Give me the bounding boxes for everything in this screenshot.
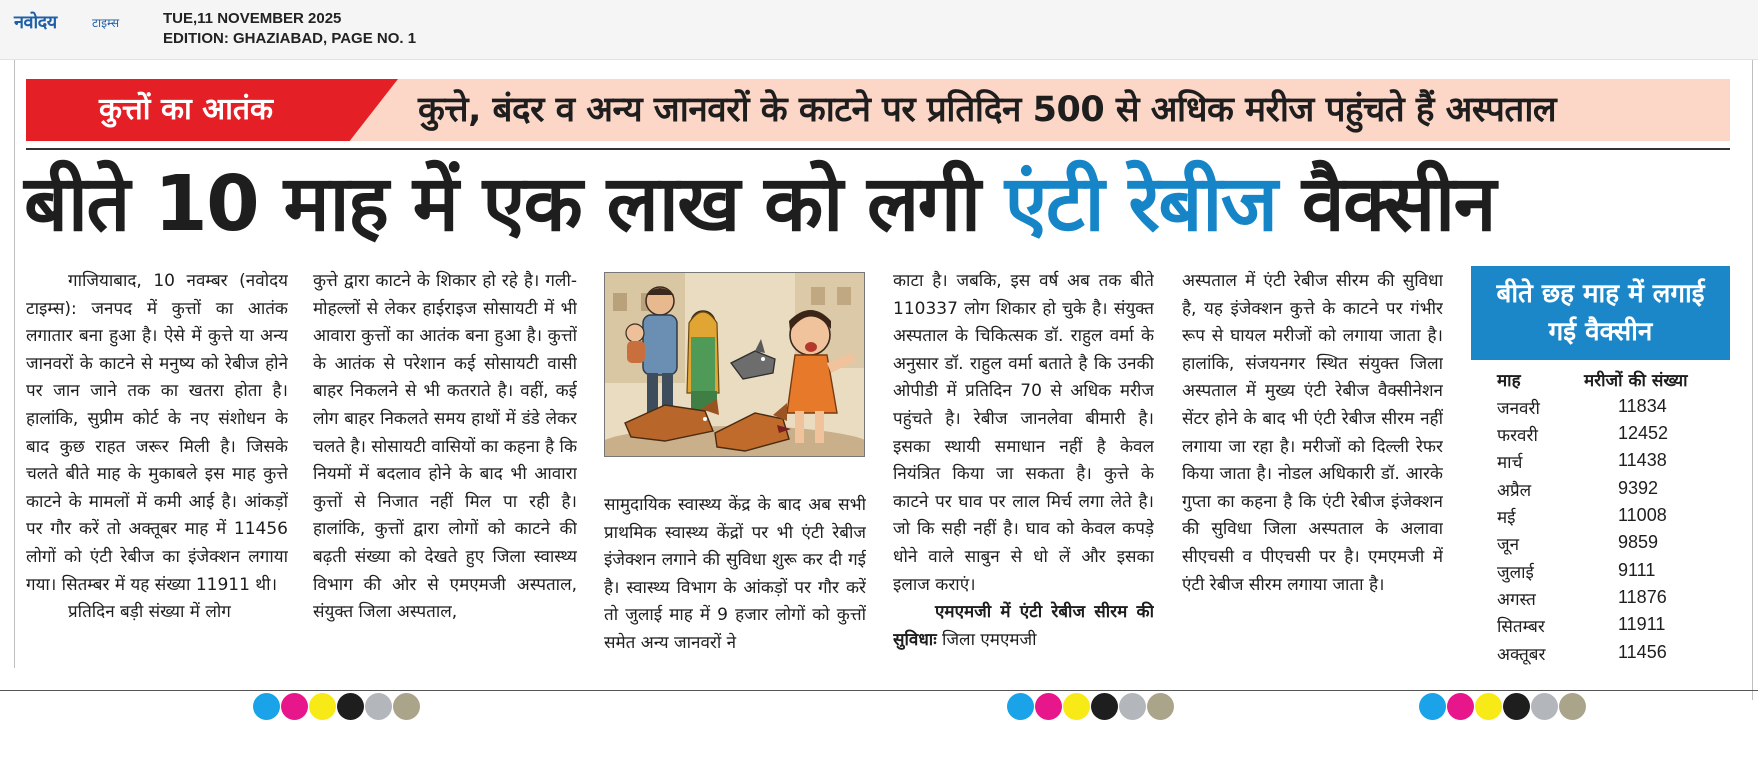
kicker-label: कुत्तों का आतंक — [98, 92, 274, 127]
khaki-dot-icon — [393, 693, 420, 720]
page-frame-left — [14, 60, 15, 668]
magenta-dot-icon — [1035, 693, 1062, 720]
table-header-count: मरीजों की संख्या — [1584, 371, 1688, 391]
logo-sub-text: टाइम्स — [92, 16, 120, 30]
article-subheading: एमएमजी में एंटी रेबीज सीरम की सुविधाः — [893, 602, 1154, 650]
table-cell-count: 11456 — [1618, 642, 1667, 662]
logo-main-text: नवोदय — [14, 12, 57, 33]
table-cell-month: जनवरी — [1497, 399, 1540, 419]
table-cell-month: सितम्बर — [1497, 617, 1545, 637]
yellow-dot-icon — [1475, 693, 1502, 720]
headline-part2: वैक्सीन — [1276, 160, 1495, 249]
cyan-dot-icon — [253, 693, 280, 720]
article-column-5 — [1182, 268, 1443, 688]
table-row — [1497, 587, 1737, 614]
article-paragraph: प्रतिदिन बड़ी संख्या में लोग — [68, 602, 231, 623]
headline-highlight: एंटी रेबीज — [1004, 160, 1277, 249]
gray-dot-icon — [1531, 693, 1558, 720]
article-paragraph: अस्पताल में एंटी रेबीज सीरम की सुविधा है, यह इंजेक्शन कुत्ते के काटने पर गंभीर रूप से घायल मरीजों को लगाया जाता है। हालांकि, संजयनगर स्थित संयुक्त जिला अस्पताल में मुख्य एंटी रेबीज वैक्सीनेशन सेंटर होने के बाद भी एंटी रेबीज सीरम नहीं लगाया जा रहा है। मरीजों को दिल्ली रेफर किया जाता है। नोडल अधिकारी डॉ. आरके गुप्ता का कहना है कि एंटी रेबीज इंजेक्शन की सुविधा जिला अस्पताल के अलावा सीएचसी व पीएचसी पर है। एमएमजी में एंटी रेबीज सीरम लगाया जाता है। — [1182, 271, 1443, 595]
article-text: जिला एमएमजी — [936, 629, 1037, 650]
article-paragraph: काटा है। जबकि, इस वर्ष अब तक बीते 110337 लोग शिकार हो चुके है। संयुक्त अस्पताल के चिकित्सक डॉ. राहुल वर्मा के अनुसार डॉ. राहुल वर्मा बताते है कि उनकी ओपीडी में प्रतिदिन 70 से अधिक मरीज पहुंचते है। रेबीज जानलेवा बीमारी है। इसका स्थायी समाधान नहीं है केवल नियंत्रित किया जा सकता है। कुत्ते के काटने पर घाव पर लाल मिर्च लगा लेते है। जो कि सही नहीं है। घाव को केवल कपड़े धोने वाले साबुन से धो लें और इसका इलाज कराएं। — [893, 271, 1154, 595]
yellow-dot-icon — [1063, 693, 1090, 720]
stray-dogs-illustration — [604, 272, 865, 457]
table-cell-count: 11008 — [1618, 505, 1667, 525]
black-dot-icon — [337, 693, 364, 720]
table-cell-count: 9859 — [1618, 532, 1659, 552]
gray-dot-icon — [1119, 693, 1146, 720]
sidebar-title-line2: गई वैक्सीन — [1548, 317, 1653, 347]
table-cell-month: अप्रैल — [1497, 481, 1532, 501]
article-paragraph: कुत्ते द्वारा काटने के शिकार हो रहे है। गली-मोहल्लों से लेकर हाईराइज सोसायटी में भी आवारा कुत्तों का आतंक बना हुआ है। कुत्तों के आतंक से परेशान कई सोसायटी वासी बाहर निकलने से भी कतराते है। वहीं, कई लोग बाहर निकलते समय हाथों में डंडे लेकर चलते है। सोसायटी वासियों का कहना है कि नियमों में बदलाव होने के बाद भी आवारा कुत्तों से निजात नहीं मिल पा रही है। हालांकि, कुत्तों द्वारा लोगों को काटने की बढ़ती संख्या को देखते हुए जिला स्वास्थ्य विभाग की ओर से एमएमजी अस्पताल, संयुक्त जिला अस्पताल, — [313, 271, 577, 623]
cyan-dot-icon — [1007, 693, 1034, 720]
table-cell-count: 11911 — [1618, 614, 1666, 634]
table-cell-month: जुलाई — [1497, 563, 1534, 583]
table-cell-month: अक्तूबर — [1497, 645, 1546, 665]
sidebar-title-box — [1471, 266, 1730, 360]
sidebar-title-line1: बीते छह माह में लगाई — [1496, 279, 1705, 309]
table-row — [1497, 423, 1737, 450]
khaki-dot-icon — [1559, 693, 1586, 720]
table-row — [1497, 560, 1737, 587]
khaki-dot-icon — [1147, 693, 1174, 720]
table-row — [1497, 642, 1737, 669]
table-row — [1497, 478, 1737, 505]
cyan-dot-icon — [1419, 693, 1446, 720]
table-cell-month: मार्च — [1497, 453, 1523, 473]
edition-info — [163, 9, 416, 49]
article-column-2 — [313, 268, 577, 688]
table-cell-month: अगस्त — [1497, 590, 1536, 610]
main-headline — [24, 152, 1736, 258]
article-column-4 — [893, 268, 1154, 688]
table-row — [1497, 505, 1737, 532]
article-column-3 — [604, 492, 866, 688]
table-header-month: माह — [1497, 371, 1521, 391]
magenta-dot-icon — [281, 693, 308, 720]
black-dot-icon — [1091, 693, 1118, 720]
table-cell-count: 12452 — [1618, 423, 1669, 443]
table-cell-count: 9392 — [1618, 478, 1659, 498]
article-column-1 — [26, 268, 288, 688]
newspaper-logo[interactable] — [14, 10, 139, 32]
top-bar — [0, 0, 1758, 60]
table-cell-month: मई — [1497, 508, 1516, 528]
page-bottom-rule — [0, 690, 1758, 691]
article-paragraph: सामुदायिक स्वास्थ्य केंद्र के बाद अब सभी प्राथमिक स्वास्थ्य केंद्रों पर भी एंटी रेबीज इंजेक्शन लगाने की सुविधा शुरू कर दी गई है। स्वास्थ्य विभाग के आंकड़ों पर गौर करें तो जुलाई माह में 9 हजार लोगों को कुत्तों समेत अन्य जानवरों ने — [604, 495, 866, 653]
gray-dot-icon — [365, 693, 392, 720]
table-cell-count: 11438 — [1618, 450, 1667, 470]
table-row — [1497, 396, 1737, 423]
yellow-dot-icon — [309, 693, 336, 720]
article-paragraph: गाजियाबाद, 10 नवम्बर (नवोदय टाइम्स): जनपद में कुत्तों का आतंक लगातार बना हुआ है। ऐसे में कुत्ते या अन्य जानवरों के काटने से मनुष्य को रेबीज होने पर जान जाने तक का खतरा होता है। हालांकि, सुप्रीम कोर्ट के नए संशोधन के बाद कुछ राहत जरूर मिली है। जिसके चलते बीते माह के मुकाबले इस माह कुत्ते काटने के मामलों में कमी आई है। आंकड़ों पर गौर करें तो अक्तूबर माह में 11456 लोगों को एंटी रेबीज का इंजेक्शन लगाया गया। सितम्बर में यह संख्या 11911 थी। — [26, 271, 288, 595]
table-row — [1497, 532, 1737, 559]
black-dot-icon — [1503, 693, 1530, 720]
table-cell-count: 9111 — [1618, 560, 1656, 580]
table-cell-month: जून — [1497, 535, 1520, 555]
page-frame-right — [1752, 60, 1753, 700]
table-cell-count: 11876 — [1618, 587, 1667, 607]
table-row — [1497, 450, 1737, 477]
subheadline: कुत्ते, बंदर व अन्य जानवरों के काटने पर प्रतिदिन 500 से अधिक मरीज पहुंचते हैं अस्पताल — [418, 90, 1557, 130]
edition-page: EDITION: GHAZIABAD, PAGE NO. 1 — [163, 30, 417, 47]
headline-part1: बीते 10 माह में एक लाख को लगी — [24, 160, 1005, 249]
article-paragraph — [893, 599, 1154, 654]
illustration-icon — [605, 273, 865, 457]
publication-date: TUE,11 NOVEMBER 2025 — [163, 10, 342, 27]
table-cell-count: 11834 — [1618, 396, 1667, 416]
table-row — [1497, 614, 1737, 641]
headline-rule — [26, 148, 1730, 150]
table-cell-month: फरवरी — [1497, 426, 1538, 446]
magenta-dot-icon — [1447, 693, 1474, 720]
